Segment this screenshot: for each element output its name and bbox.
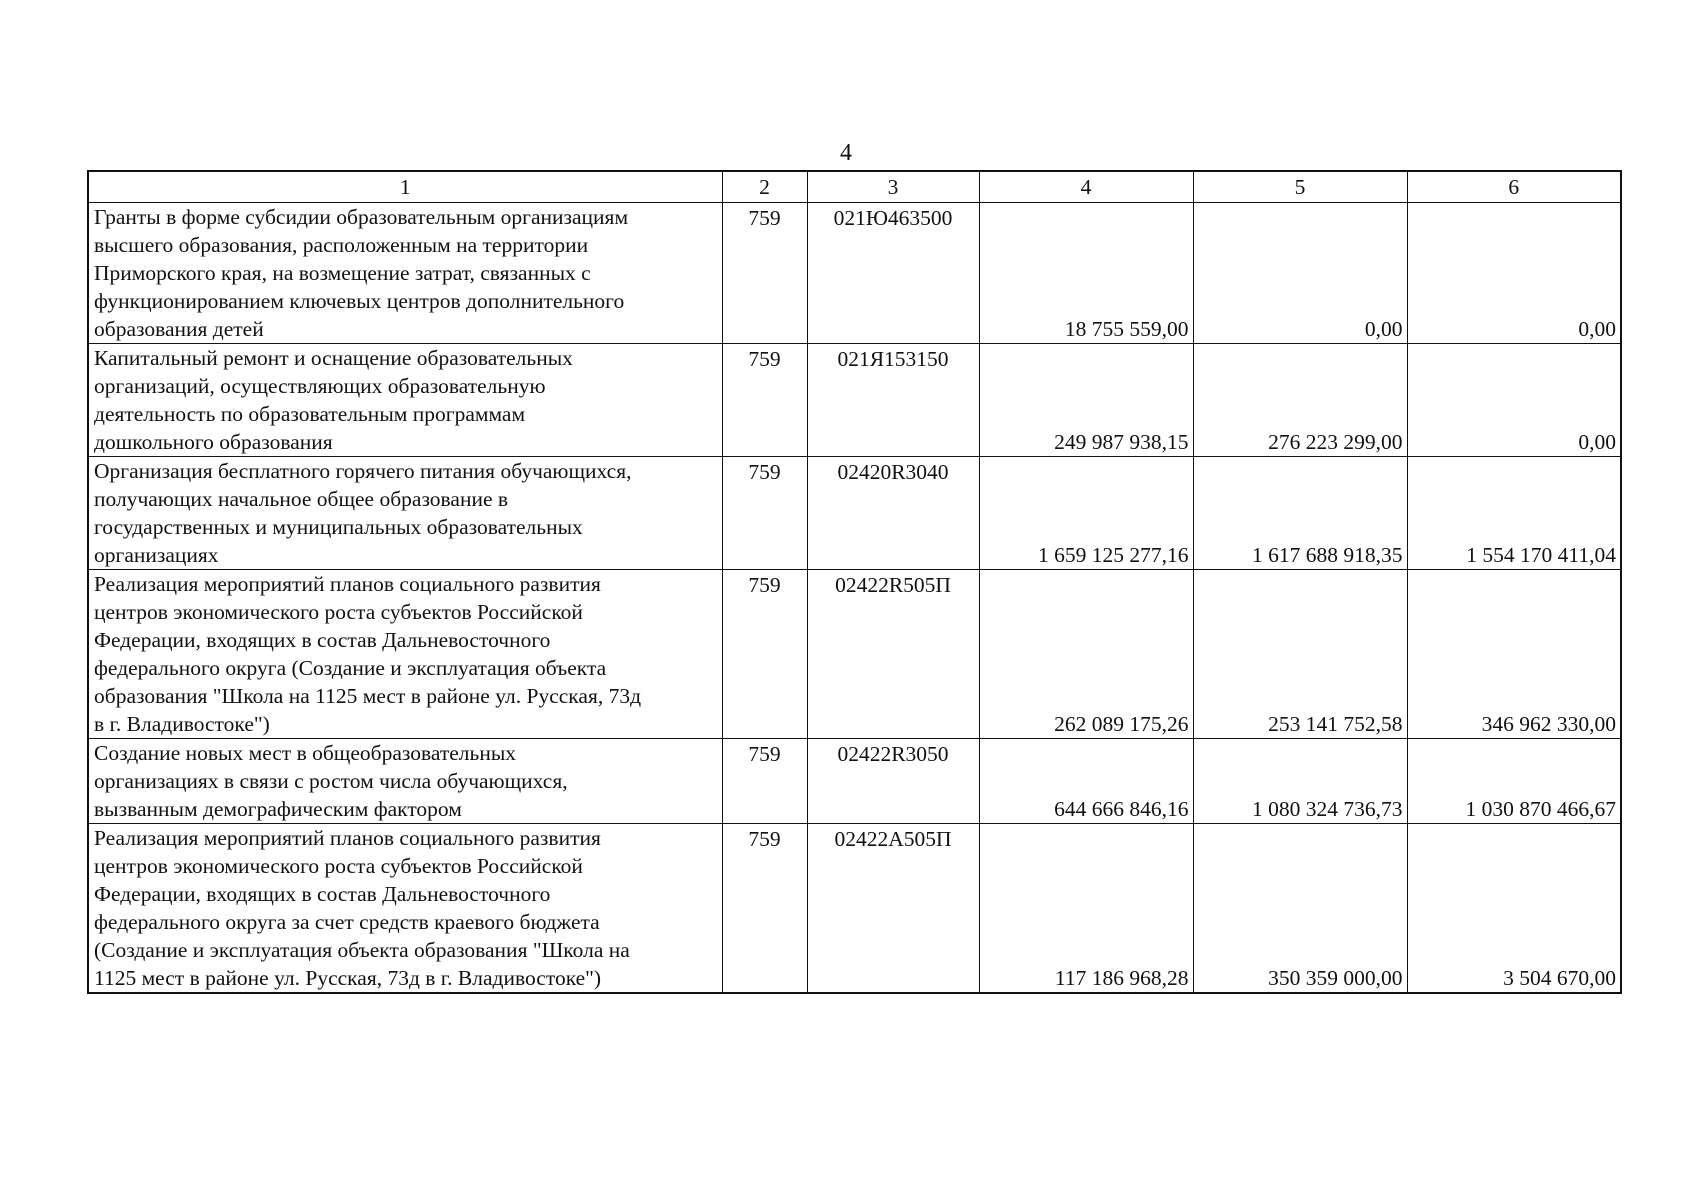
row-amount-col4: 1 659 125 277,16 <box>979 457 1193 570</box>
row-target-article: 02422R3050 <box>807 739 979 824</box>
row-amount-col6: 346 962 330,00 <box>1407 570 1621 739</box>
column-header-6: 6 <box>1407 171 1621 203</box>
row-amount-col4: 644 666 846,16 <box>979 739 1193 824</box>
row-amount-col5: 350 359 000,00 <box>1193 824 1407 994</box>
row-target-article: 02422А505П <box>807 824 979 994</box>
budget-table <box>87 170 1622 994</box>
row-description: Гранты в форме субсидии образовательным организациям высшего образования, расположенным на территории Приморского края, на возмещение затрат, связанных с функционированием ключевых центров дополнительного образования детей <box>88 203 722 344</box>
row-amount-col5: 1 080 324 736,73 <box>1193 739 1407 824</box>
row-department-code: 759 <box>722 203 807 344</box>
row-target-article: 021Я153150 <box>807 344 979 457</box>
table-row <box>88 570 1621 739</box>
row-amount-col4: 18 755 559,00 <box>979 203 1193 344</box>
row-description: Реализация мероприятий планов социального развития центров экономического роста субъектов Российской Федерации, входящих в состав Дальневосточного федерального округа за счет средств краевого бюджета (Создание и эксплуатация объекта образования "Школа на 1125 мест в районе ул. Русская, 73д в г. Владивостоке") <box>88 824 722 994</box>
row-amount-col5: 1 617 688 918,35 <box>1193 457 1407 570</box>
row-department-code: 759 <box>722 570 807 739</box>
row-description: Создание новых мест в общеобразовательных организациях в связи с ростом числа обучающихся, вызванным демографическим фактором <box>88 739 722 824</box>
column-header-5: 5 <box>1193 171 1407 203</box>
page-number: 4 <box>840 140 852 166</box>
table-row <box>88 203 1621 344</box>
row-amount-col5: 253 141 752,58 <box>1193 570 1407 739</box>
row-amount-col5: 0,00 <box>1193 203 1407 344</box>
row-department-code: 759 <box>722 824 807 994</box>
table-row <box>88 824 1621 994</box>
row-amount-col6: 0,00 <box>1407 203 1621 344</box>
table-row <box>88 344 1621 457</box>
row-department-code: 759 <box>722 344 807 457</box>
row-target-article: 02422R505П <box>807 570 979 739</box>
column-header-2: 2 <box>722 171 807 203</box>
row-description: Реализация мероприятий планов социального развития центров экономического роста субъектов Российской Федерации, входящих в состав Дальневосточного федерального округа (Создание и эксплуатация объекта образования "Школа на 1125 мест в районе ул. Русская, 73д в г. Владивостоке") <box>88 570 722 739</box>
row-target-article: 02420R3040 <box>807 457 979 570</box>
row-amount-col5: 276 223 299,00 <box>1193 344 1407 457</box>
table-row <box>88 457 1621 570</box>
column-header-1: 1 <box>88 171 722 203</box>
row-target-article: 021Ю463500 <box>807 203 979 344</box>
row-amount-col4: 117 186 968,28 <box>979 824 1193 994</box>
column-header-3: 3 <box>807 171 979 203</box>
row-description: Организация бесплатного горячего питания обучающихся, получающих начальное общее образование в государственных и муниципальных образовательных организациях <box>88 457 722 570</box>
row-department-code: 759 <box>722 739 807 824</box>
row-amount-col4: 249 987 938,15 <box>979 344 1193 457</box>
row-amount-col6: 1 030 870 466,67 <box>1407 739 1621 824</box>
row-amount-col4: 262 089 175,26 <box>979 570 1193 739</box>
column-header-4: 4 <box>979 171 1193 203</box>
table-header-row <box>88 171 1621 203</box>
row-department-code: 759 <box>722 457 807 570</box>
row-amount-col6: 3 504 670,00 <box>1407 824 1621 994</box>
table-row <box>88 739 1621 824</box>
row-amount-col6: 1 554 170 411,04 <box>1407 457 1621 570</box>
row-amount-col6: 0,00 <box>1407 344 1621 457</box>
row-description: Капитальный ремонт и оснащение образовательных организаций, осуществляющих образовательную деятельность по образовательным программам дошкольного образования <box>88 344 722 457</box>
